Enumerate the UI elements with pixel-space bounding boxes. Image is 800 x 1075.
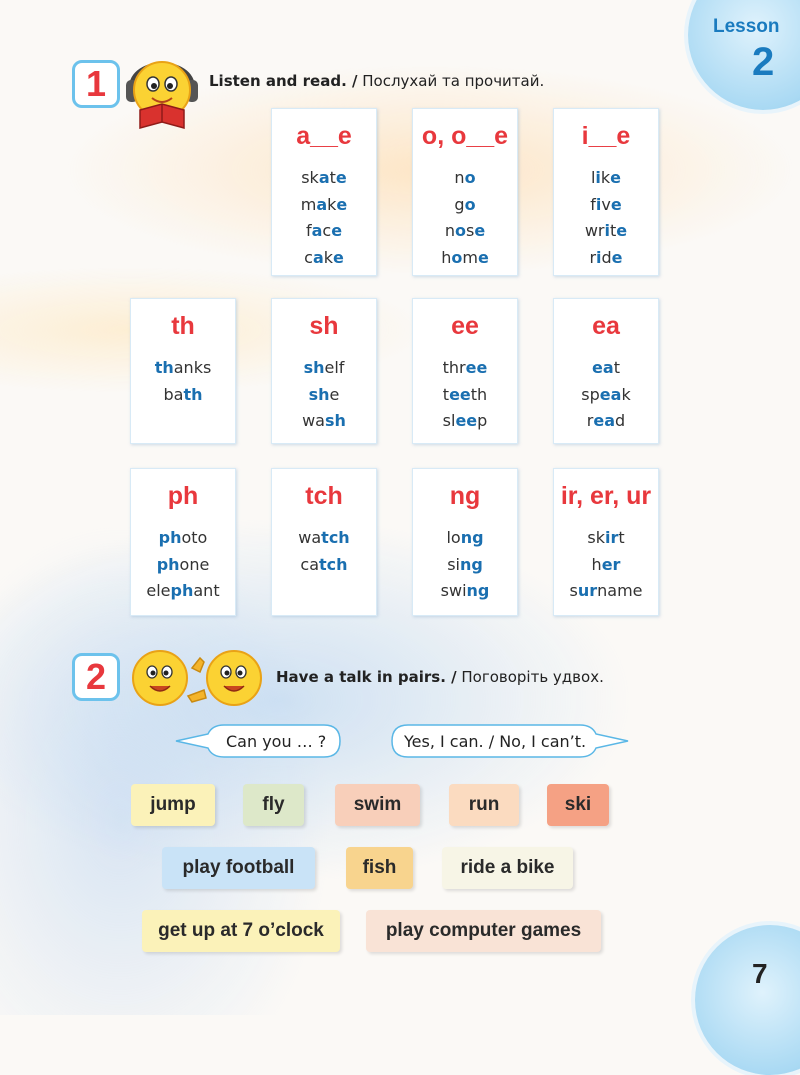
lesson-number: 2 <box>752 40 775 84</box>
phonics-word: sing <box>447 554 483 574</box>
phonics-card-heading: ee <box>451 312 479 340</box>
phonics-word: swing <box>440 581 490 600</box>
phonics-card <box>412 108 518 276</box>
two-smileys-talking-icon <box>130 646 270 710</box>
phonics-word: shelf <box>303 358 345 377</box>
bubble-question-text: Can you … ? <box>226 732 327 751</box>
phonics-word: photo <box>158 528 208 547</box>
activity-chip: get up at 7 o’clock <box>142 910 340 952</box>
phonics-card-heading: ng <box>449 482 481 510</box>
phonics-word: wash <box>302 411 346 430</box>
phonics-word: watch <box>298 528 350 547</box>
phonics-card-heading: ea <box>592 312 620 340</box>
phonics-card <box>130 298 236 444</box>
phonics-word: eat <box>592 358 620 377</box>
phonics-card-heading: tch <box>305 482 343 510</box>
phonics-card-heading: i__e <box>581 122 631 150</box>
phonics-word: like <box>590 168 622 187</box>
phonics-word: thanks <box>154 358 212 377</box>
phonics-word: long <box>446 528 484 547</box>
phonics-word: phone <box>156 554 210 574</box>
speech-bubble-answer <box>390 724 630 758</box>
phonics-word: speak <box>581 384 631 404</box>
activity-chip: play computer games <box>366 910 601 952</box>
phonics-card <box>412 468 518 616</box>
page-number: 7 <box>752 958 768 989</box>
phonics-card-heading: a__e <box>296 122 352 150</box>
smiley-headphones-reading-icon <box>118 44 206 132</box>
phonics-word: sleep <box>442 411 488 430</box>
phonics-word: face <box>305 221 343 240</box>
phonics-card-heading: ir, er, ur <box>560 482 652 510</box>
phonics-word: catch <box>300 554 348 574</box>
lesson-label: Lesson <box>713 16 780 37</box>
speech-bubble-question <box>174 724 344 758</box>
phonics-word: skirt <box>587 528 625 547</box>
phonics-word: no <box>454 168 476 187</box>
phonics-word: cake <box>304 247 344 267</box>
phonics-card-heading: o, o__e <box>421 122 509 150</box>
phonics-word: nose <box>444 221 486 240</box>
phonics-card-heading: th <box>171 312 195 340</box>
activity-chip: ride a bike <box>442 847 573 889</box>
phonics-card-heading: sh <box>309 312 339 340</box>
phonics-card <box>412 298 518 444</box>
exercise-2-instruction: Have a talk in pairs. / Поговоріть удвох. <box>276 668 604 686</box>
phonics-card <box>130 468 236 616</box>
phonics-word: bath <box>163 384 203 404</box>
exercise-2-number: 2 <box>72 653 120 701</box>
phonics-word: write <box>584 221 628 240</box>
activity-chip: fly <box>243 784 304 826</box>
phonics-word: ride <box>589 247 623 267</box>
phonics-word: teeth <box>442 384 488 404</box>
activity-chip: swim <box>335 784 420 826</box>
phonics-word: she <box>308 384 340 404</box>
phonics-card <box>271 468 377 616</box>
activity-chip: run <box>449 784 519 826</box>
phonics-word: five <box>590 194 622 214</box>
phonics-word: read <box>586 411 626 430</box>
phonics-word: skate <box>301 168 347 187</box>
activity-chip: fish <box>346 847 413 889</box>
phonics-word: three <box>442 358 488 377</box>
phonics-card <box>553 468 659 616</box>
phonics-word: her <box>591 554 621 574</box>
phonics-word: home <box>441 247 489 267</box>
phonics-word: elephant <box>146 581 220 600</box>
bubble-answer-text: Yes, I can. / No, I can’t. <box>404 732 587 751</box>
exercise-1-instruction: Listen and read. / Послухай та прочитай. <box>209 72 545 90</box>
page-number-badge <box>695 925 800 1075</box>
activity-chip: jump <box>131 784 215 826</box>
phonics-word: make <box>300 194 348 214</box>
activity-chip: play football <box>162 847 315 889</box>
phonics-word: go <box>454 194 476 214</box>
activity-chip: ski <box>547 784 609 826</box>
phonics-card <box>553 108 659 276</box>
exercise-1-number: 1 <box>72 60 120 108</box>
phonics-word: surname <box>569 581 643 600</box>
phonics-card <box>271 298 377 444</box>
phonics-card <box>553 298 659 444</box>
phonics-card <box>271 108 377 276</box>
phonics-card-heading: ph <box>167 482 199 510</box>
